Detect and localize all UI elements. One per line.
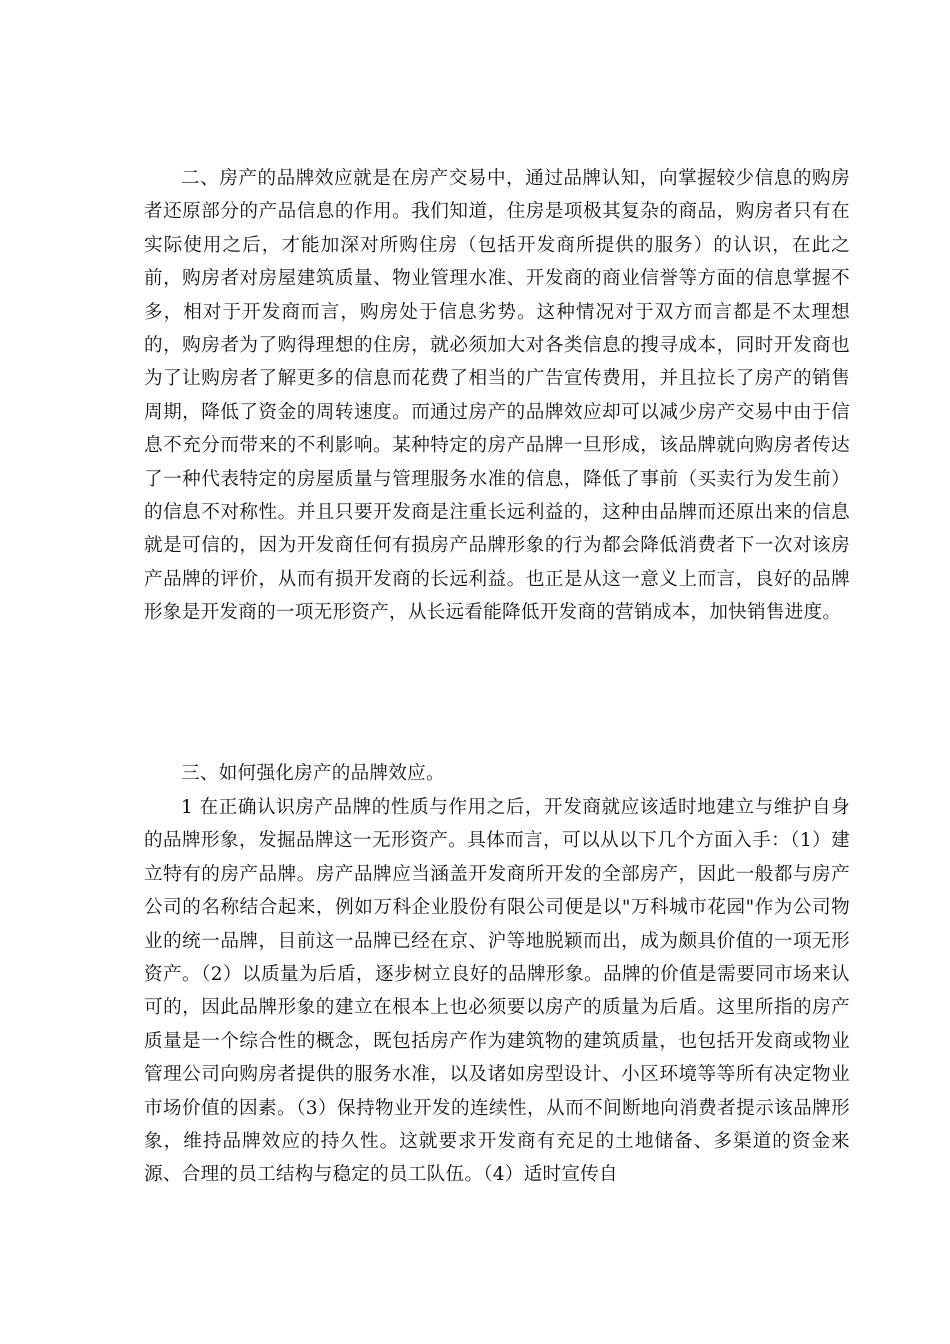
- paragraph-brand-effect: 二、房产的品牌效应就是在房产交易中，通过品牌认知，向掌握较少信息的购房者还原部分的产品信息的作用。我们知道，住房是项极其复杂的商品，购房者只有在实际使用之后，才能加深对所购住房（包括开发商所提供的服务）的认识，在此之前，购房者对房屋建筑质量、物业管理水准、开发商的商业信誉等方面的信息掌握不多，相对于开发商而言，购房处于信息劣势。这种情况对于双方而言都是不太理想的，购房者为了购得理想的住房，就必须加大对各类信息的搜寻成本，同时开发商也为了让购房者了解更多的信息而花费了相当的广告宣传费用，并且拉长了房产的销售周期，降低了资金的周转速度。而通过房产的品牌效应却可以减少房产交易中由于信息不充分而带来的不利影响。某种特定的房产品牌一旦形成，该品牌就向购房者传达了一种代表特定的房屋质量与管理服务水准的信息，降低了事前（买卖行为发生前）的信息不对称性。并且只要开发商是注重长远利益的，这种由品牌而还原出来的信息就是可信的，因为开发商任何有损房产品牌形象的行为都会降低消费者下一次对该房产品牌的评价，从而有损开发商的长远利益。也正是从这一意义上而言，良好的品牌形象是开发商的一项无形资产，从长远看能降低开发商的营销成本，加快销售进度。: [144, 168, 850, 624]
- paragraph-measures: 1 在正确认识房产品牌的性质与作用之后，开发商就应该适时地建立与维护自身的品牌形象，发掘品牌这一无形资产。具体而言，可以从以下几个方面入手：（1）建立特有的房产品牌。房产品牌应当涵盖开发商所开发的全部房产，因此一般都与房产公司的名称结合起来，例如万科企业股份有限公司便是以"万科城市花园"作为公司物业的统一品牌，目前这一品牌已经在京、沪等地脱颖而出，成为颇具价值的一项无形资产。（2）以质量为后盾，逐步树立良好的品牌形象。品牌的价值是需要同市场来认可的，因此品牌形象的建立在根本上也必须要以房产的质量为后盾。这里所指的房产质量是一个综合性的概念，既包括房产作为建筑物的建筑质量，也包括开发商或物业管理公司向购房者提供的服务水准，以及诸如房型设计、小区环境等等所有决定物业市场价值的因素。（3）保持物业开发的连续性，从而不间断地向消费者提示该品牌形象，维持品牌效应的持久性。这就要求开发商有充足的土地储备、多渠道的资金来源、合理的员工结构与稳定的员工队伍。（4）适时宣传自: [144, 797, 850, 1186]
- section-heading-strengthen-brand: 三、如何强化房产的品牌效应。: [181, 763, 445, 784]
